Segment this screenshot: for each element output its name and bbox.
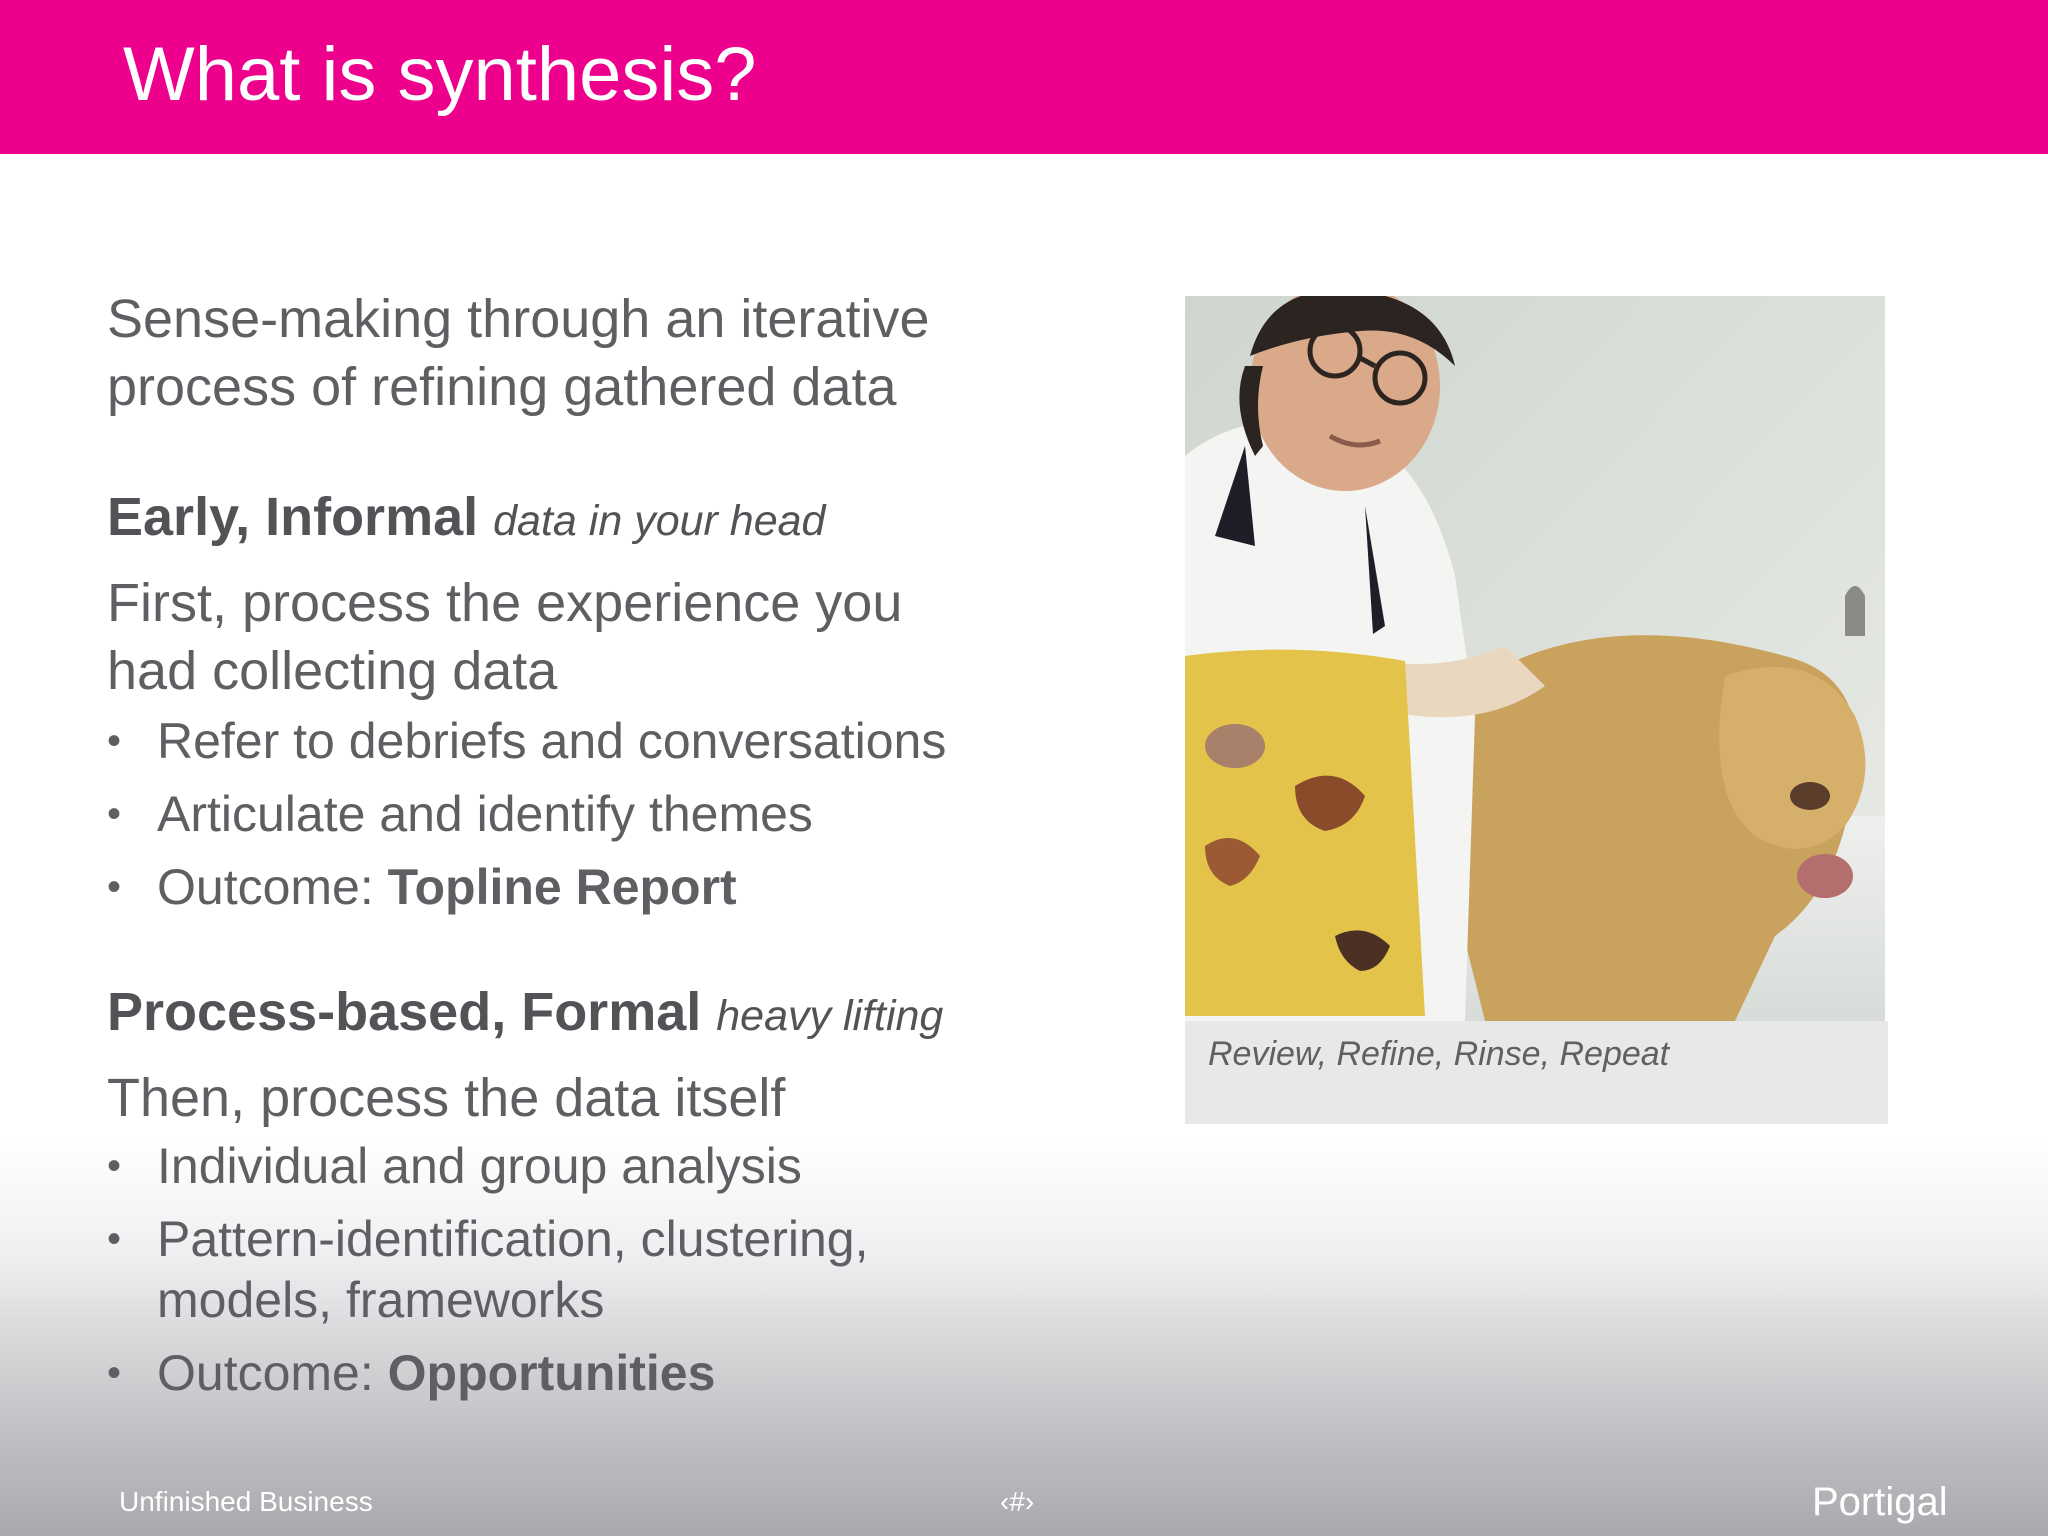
intro-line-1: Sense-making through an iterative [107, 289, 930, 349]
footer-left: Unfinished Business [119, 1486, 373, 1517]
bullet-text-line-1: Pattern-identification, clustering, [157, 1211, 869, 1267]
bullet-text: Articulate and identify themes [157, 786, 813, 842]
section-1-text [107, 569, 1107, 705]
list-item [107, 1343, 1107, 1404]
section-1-heading-italic: data in your head [493, 497, 826, 545]
bullet-text: Refer to debriefs and conversations [157, 713, 947, 769]
bullet-glyph: • [107, 865, 122, 909]
list-item [107, 711, 1107, 772]
section-2-bullets [107, 1136, 1107, 1404]
footer-right: Portigal [1812, 1480, 1948, 1524]
slide-title: What is synthesis? [123, 32, 757, 117]
photo-man-with-dog [1185, 296, 1885, 1021]
section-2-heading [107, 978, 1107, 1050]
title-bar [0, 0, 2048, 154]
outcome-topline-report: Topline Report [387, 859, 737, 915]
section-1-heading-bold: Early, Informal [107, 487, 479, 547]
section-2-line-1: Then, process the data itself [107, 1068, 786, 1128]
section-1-line-1: First, process the experience you [107, 573, 903, 633]
bullet-text: Individual and group analysis [157, 1138, 802, 1194]
bullet-glyph: • [107, 1217, 122, 1261]
section-1-heading [107, 483, 1107, 555]
bullet-glyph: • [107, 1351, 122, 1395]
bullet-glyph: • [107, 792, 122, 836]
section-1-line-2: had collecting data [107, 641, 558, 701]
list-item [107, 784, 1107, 845]
section-2-text [107, 1064, 1107, 1132]
list-item [107, 1136, 1107, 1197]
outcome-opportunities: Opportunities [387, 1345, 716, 1401]
photo-illustration [1185, 296, 1885, 1021]
photo-caption-box [1185, 1021, 1888, 1124]
page-number: ‹#› [1000, 1486, 1035, 1517]
section-2-heading-italic: heavy lifting [716, 992, 944, 1040]
section-1-bullets [107, 711, 1107, 918]
list-item [107, 1209, 1107, 1331]
list-item [107, 857, 1107, 918]
intro-text [107, 285, 1107, 421]
intro-line-2: process of refining gathered data [107, 357, 897, 417]
bullet-text-line-2: models, frameworks [157, 1272, 605, 1328]
outcome-prefix: Outcome: [157, 859, 374, 915]
section-2-heading-bold: Process-based, Formal [107, 982, 702, 1042]
bullet-glyph: • [107, 719, 122, 763]
slide-body [107, 285, 1107, 1416]
bullet-glyph: • [107, 1144, 122, 1188]
outcome-prefix: Outcome: [157, 1345, 374, 1401]
photo-caption: Review, Refine, Rinse, Repeat [1208, 1035, 1670, 1073]
